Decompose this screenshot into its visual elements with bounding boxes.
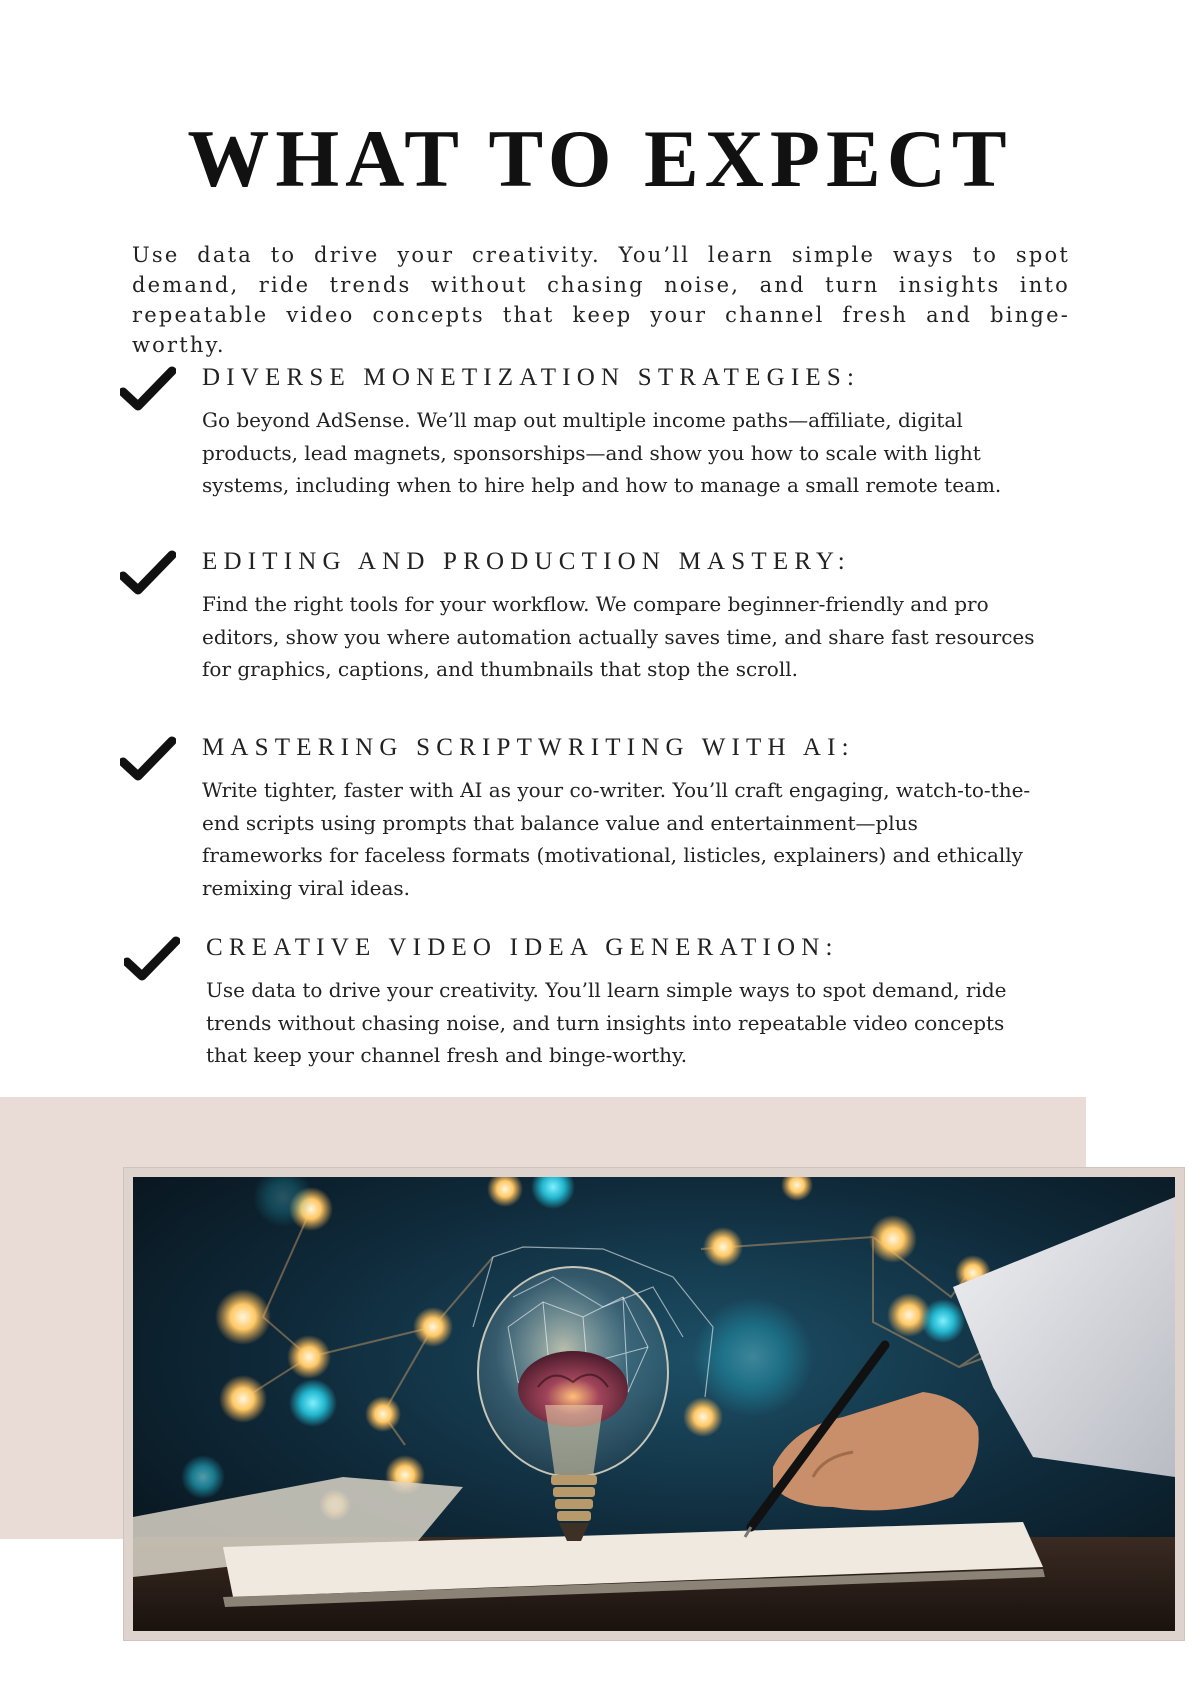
item-heading: MASTERING SCRIPTWRITING WITH AI:: [202, 734, 855, 761]
item-body: Find the right tools for your workflow. We compare beginner-friendly and pro editors, show you where automation actually saves time, and share fast resources for graphics, captions, and thumbnails that stop the scroll.: [202, 592, 1035, 681]
lightbulb-brain-photo: [133, 1177, 1175, 1631]
checkmark-icon: [124, 936, 180, 982]
checkmark-icon: [120, 736, 176, 782]
item-heading: DIVERSE MONETIZATION STRATEGIES:: [202, 364, 861, 391]
item-body: Write tighter, faster with AI as your co-writer. You’ll craft engaging, watch-to-the-end scripts using prompts that balance value and entertainment—plus frameworks for faceless formats (motivational, listicles, explainers) and ethically remixing viral ideas.: [202, 778, 1031, 900]
item-heading: CREATIVE VIDEO IDEA GENERATION:: [206, 934, 839, 961]
item-body: Use data to drive your creativity. You’ll learn simple ways to spot demand, ride trends without chasing noise, and turn insights into repeatable video concepts that keep your channel fresh and binge-worthy.: [206, 978, 1007, 1067]
page-title: WHAT TO EXPECT: [187, 113, 1013, 204]
hero-photo-frame: [124, 1168, 1184, 1640]
item-heading: EDITING AND PRODUCTION MASTERY:: [202, 548, 851, 575]
item-body: Go beyond AdSense. We’ll map out multiple income paths—affiliate, digital products, lead magnets, sponsorships—and show you how to scale with light systems, including when to hire help and how to manage a small remote team.: [202, 408, 1002, 497]
checkmark-icon: [120, 366, 176, 412]
intro-paragraph: Use data to drive your creativity. You’ll learn simple ways to spot demand, ride trends without chasing noise, and turn insights into repeatable video concepts that keep your channel fresh and binge-worthy.: [132, 243, 1070, 357]
checkmark-icon: [120, 550, 176, 596]
